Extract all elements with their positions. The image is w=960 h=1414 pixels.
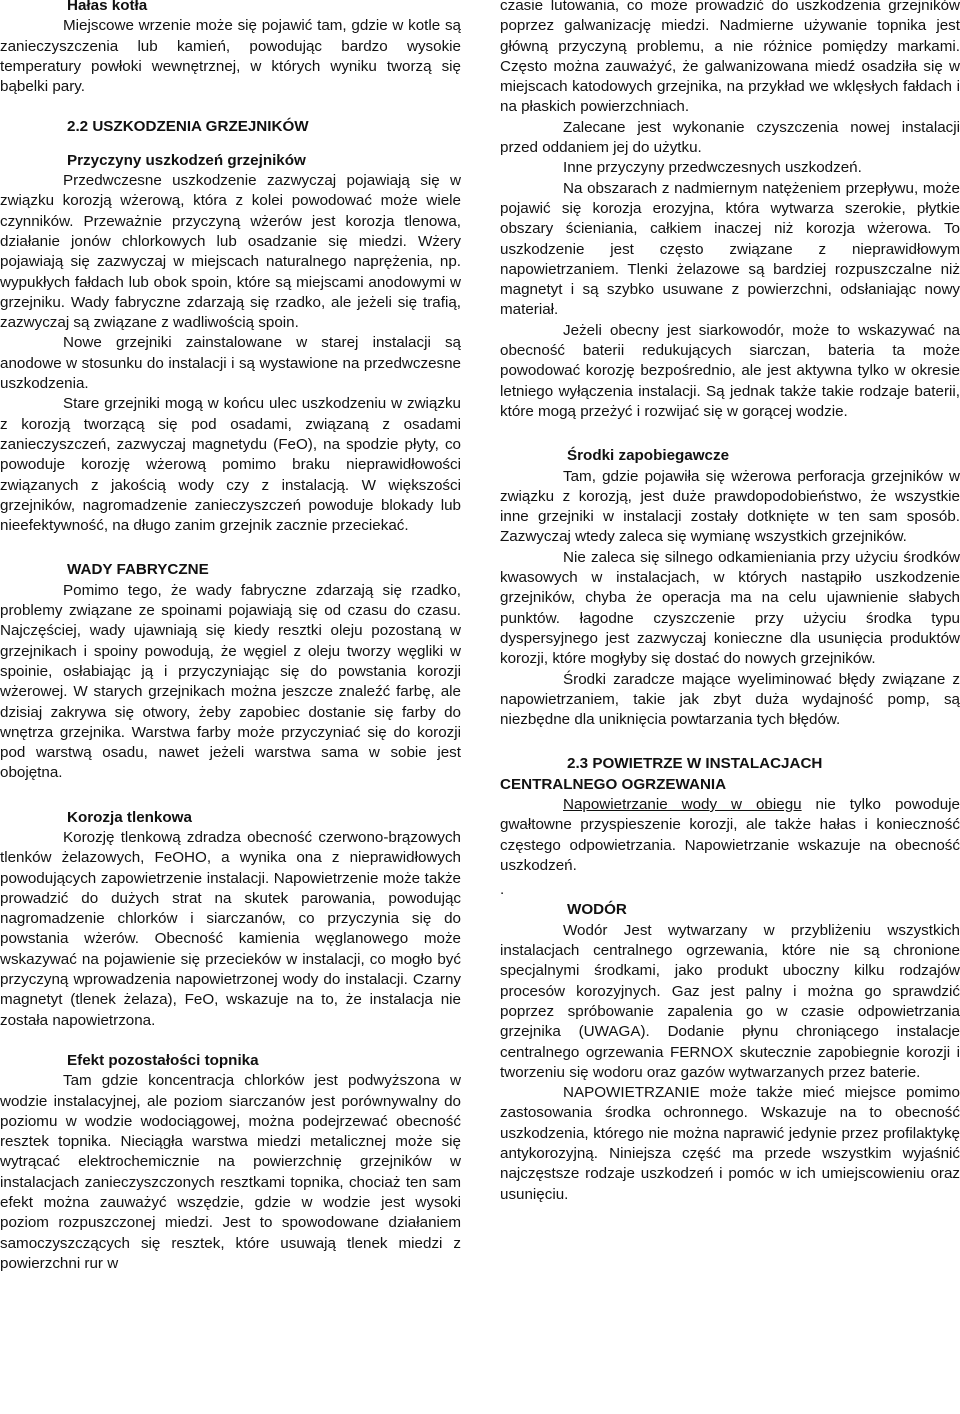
aeration-paragraph bbox=[500, 795, 960, 876]
noise-heading: Hałas kotła bbox=[67, 0, 148, 14]
cleaning-recommendation: Zalecane jest wykonanie czyszczenia nowej instalacji przed oddaniem jej do użytku. bbox=[500, 118, 960, 157]
oxide-corrosion-paragraph: Korozję tlenkową zdradza obecność czerwono-brązowych tlenków żelazowych, FeOHO, a wynika ona z nieprawidłowych powodujących zapowietrzenie instalacji. Napowietrzenie może także prowadzić do dużych strat na skutek parowania, powodując nagromadzenie chlorków i siarczanów, co przyczynia się do powstania wżerów. Obecność kamienia węglanowego może wskazywać na pojawienie się przecieków w instalacji, co mogło być przyczyną wprowadzenia napowietrzonej wody do instalacji. Czarny magnetyt (tlenek żelaza), FeO, wskazuje na to, że instalacja nie została napowietrzona. bbox=[0, 828, 461, 1029]
section-2-2-heading: 2.2 USZKODZENIA GRZEJNIKÓW bbox=[67, 118, 309, 136]
causes-paragraph-1: Przedwczesne uszkodzenie zazwyczaj pojawiają się w związku korozją wżerową, która z kolei powodować może wiele czynników. Przeważnie przyczyną wżerów jest korozja tlenowa, działanie jonów chlorkowych lub osadzanie się miedzi. Wżery pojawiają się zazwyczaj w miejscach naturalnego naprężenia, np. wypukłych fałdach lub obok spoin, które są miejscami anodowymi w grzejniku. Wady fabryczne zdarzają się rzadko, ale jeżeli się trafią, zazwyczaj są związane z wadliwością spoin. bbox=[0, 172, 461, 332]
prevention-paragraph-2: Nie zaleca się silnego odkamieniania przy użyciu środków kwasowych w instalacjach, w których nastąpiło uszkodzenie grzejników, chyba że operacja ma na celu ujawnienie słabych punktów. łagodne czyszczenie przy użyciu środka typu dyspersyjnego jest zazwyczaj konieczne dla usunięcia produktów korozji, które mogłyby się dostać do nowych grzejników. bbox=[500, 548, 960, 668]
left-column bbox=[0, 0, 461, 1274]
other-causes-paragraph-1: Na obszarach z nadmiernym natężeniem przepływu, może pojawić się korozja erozyjna, która wytwarza szerokie, płytkie obszary ścieniania, całkiem inaczej niż korozja wżerowa. To uszkodzenie jest często związane z nieprawidłowym napowietrzaniem. Tlenki żelazowe są bardziej rozpuszczalne niż magnetyt i są szybko usuwane z powierzchni, odsłaniając nowy materiał. bbox=[500, 179, 960, 319]
section-2-3-heading-line-1: 2.3 POWIETRZE W INSTALACJACH bbox=[567, 755, 823, 773]
aeration-text: nie tylko powoduje gwałtowne przyspieszenie korozji, ale także hałas i konieczność częstego odpowietrzania. Napowietrzanie wskazuje na obecność uszkodzeń. bbox=[500, 795, 960, 874]
aeration-underlined-phrase: Napowietrzanie wody w obiegu bbox=[563, 795, 802, 813]
section-2-3-heading-line-2: CENTRALNEGO OGRZEWANIA bbox=[500, 775, 727, 793]
defects-paragraph: Pomimo tego, że wady fabryczne zdarzają się rzadko, problemy związane ze spoinami pojawiają się od czasu do czasu. Najczęściej, wady ujawniają się kiedy resztki oleju pozostaną w grzejnikach i spoiny powodują, że węgiel z oleju tworzy węgliki w spoinie, osłabiając ją i przyczyniając się do powstania korozji wżerowej. W starych grzejnikach można jeszcze znaleźć farbę, ale dzisiaj zakrywa się otwory, żeby zapobiec dostanie się farby do wnętrza grzejnika. Warstwa farby może przyczyniać się do korozji pod warstwą osadu, nawet jeżeli warstwa sama w sobie jest obojętna. bbox=[0, 581, 461, 782]
hydrogen-paragraph-2: NAPOWIETRZANIE może także mieć miejsce pomimo zastosowania środka ochronnego. Wskazuje na to obecność uszkodzenia, którego nie można naprawić jedynie przez profilaktykę antykorozyjną. Niniejsza część ma przede wszystkim wyjaśnić najczęstsze rodzaje uszkodzeń i pomóc w ich umiejscowieniu oraz usunięciu. bbox=[500, 1084, 960, 1203]
hydrogen-paragraph-1: Wodór Jest wytwarzany w przybliżeniu wszystkich instalacjach centralnego ogrzewania, które nie są chronione specjalnymi środkami, jako produkt uboczny kilku rodzajów procesów korozyjnych. Gaz jest palny i można go sprawdzić poprzez spróbowanie zapalenia go w czasie odpowietrzania grzejnika (UWAGA). Dodanie płynu chroniącego instalacje centralnego ogrzewania FERNOX skutecznie zapobiegnie korozji i tworzeniu się wodoru oraz gazów wytwarzanych przez baterie. bbox=[500, 921, 960, 1081]
flux-residue-paragraph: Tam gdzie koncentracja chlorków jest podwyższona w wodzie instalacyjnej, ale poziom siarczanów jest porównywalny do poziomu w wodzie wodociągowej, można podejrzewać obecność resztek topnika. Nieciągła warstwa miedzi metalicznej może się wytrącać elektrochemicznie na powierzchnię grzejników w instalacjach zanieczyszczonych resztkami topnika, chociaż ten sam efekt można zauważyć wszędzie, gdzie w wodzie jest wysoki poziom rozpuszczonej miedzi. Jest to spowodowane działaniem samoczyszczących się resztek, które usuwają tlenek miedzi z powierzchni rur w bbox=[0, 1072, 461, 1272]
prevention-paragraph-1: Tam, gdzie pojawiła się wżerowa perforacja grzejników w związku z korozją, jest duże prawdopodobieństwo, że wszystkie inne grzejniki w instalacji zostały dotknięte w ten sam sposób. Zazwyczaj wtedy zaleca się wymianę wszystkich grzejników. bbox=[500, 467, 960, 546]
stray-dot: . bbox=[500, 881, 505, 899]
prevention-paragraph-3: Środki zaradcze mające wyeliminować błędy związane z napowietrzaniem, takie jak zbyt duża wydajność pomp, są niezbędne dla uniknięcia powtarzania tych błędów. bbox=[500, 670, 960, 729]
noise-paragraph: Miejscowe wrzenie może się pojawić tam, gdzie w kotle są zanieczyszczenia lub kamień, powodując bardzo wysokie temperatury powłoki wewnętrznej, w których wyniku tworzą się bąbelki pary. bbox=[0, 17, 461, 96]
other-causes-heading: Inne przyczyny przedwczesnych uszkodzeń. bbox=[563, 159, 862, 177]
prevention-heading: Środki zapobiegawcze bbox=[567, 447, 730, 465]
causes-paragraph-3: Stare grzejniki mogą w końcu ulec uszkodzeniu w związku z korozją tworzącą się pod osadami, związaną z osadami zanieczyszczeń, zazwyczaj magnetydu (FeO), na spodzie płyty, co powoduje korozję wżerową pomimo braku nieprawidłowości związanych z jakością wody czy z instalacją. W większości grzejników, nagromadzenie zanieczyszczeń powoduje blokady lub nieefektywność, na długo zanim grzejnik zacznie przeciekać. bbox=[0, 395, 461, 535]
right-column bbox=[500, 0, 960, 1205]
defects-heading: WADY FABRYCZNE bbox=[67, 561, 209, 579]
oxide-corrosion-heading: Korozja tlenkowa bbox=[67, 808, 192, 826]
causes-heading: Przyczyny uszkodzeń grzejników bbox=[67, 151, 306, 169]
other-causes-paragraph-2: Jeżeli obecny jest siarkowodór, może to wskazywać na obecność baterii redukujących siarczan, bateria ta może powodować korozję bezpośrednio, ale jest aktywna tylko w okresie letniego wyłączenia instalacji. Są jednak także takie rodzaje baterii, które mogą przeżyć i rozwijać się w gorącej wodzie. bbox=[500, 321, 960, 420]
hydrogen-heading: WODÓR bbox=[567, 901, 627, 919]
flux-residue-heading: Efekt pozostałości topnika bbox=[67, 1051, 259, 1069]
flux-continued-paragraph: czasie lutowania, co może prowadzić do uszkodzenia grzejników poprzez galwanizację miedzi. Nadmierne używanie topnika jest główną przyczyną problemu, a nie różnice pomiędzy markami. Często można zauważyć, że galwanizowana miedź osadziła się w miejscach katodowych grzejnika, na przykład we wklęsłych fałdach i na płaskich powierzchniach. bbox=[500, 0, 960, 116]
causes-paragraph-2: Nowe grzejniki zainstalowane w starej instalacji są anodowe w stosunku do instalacji i są wystawione na przedwczesne uszkodzenia. bbox=[0, 334, 461, 393]
